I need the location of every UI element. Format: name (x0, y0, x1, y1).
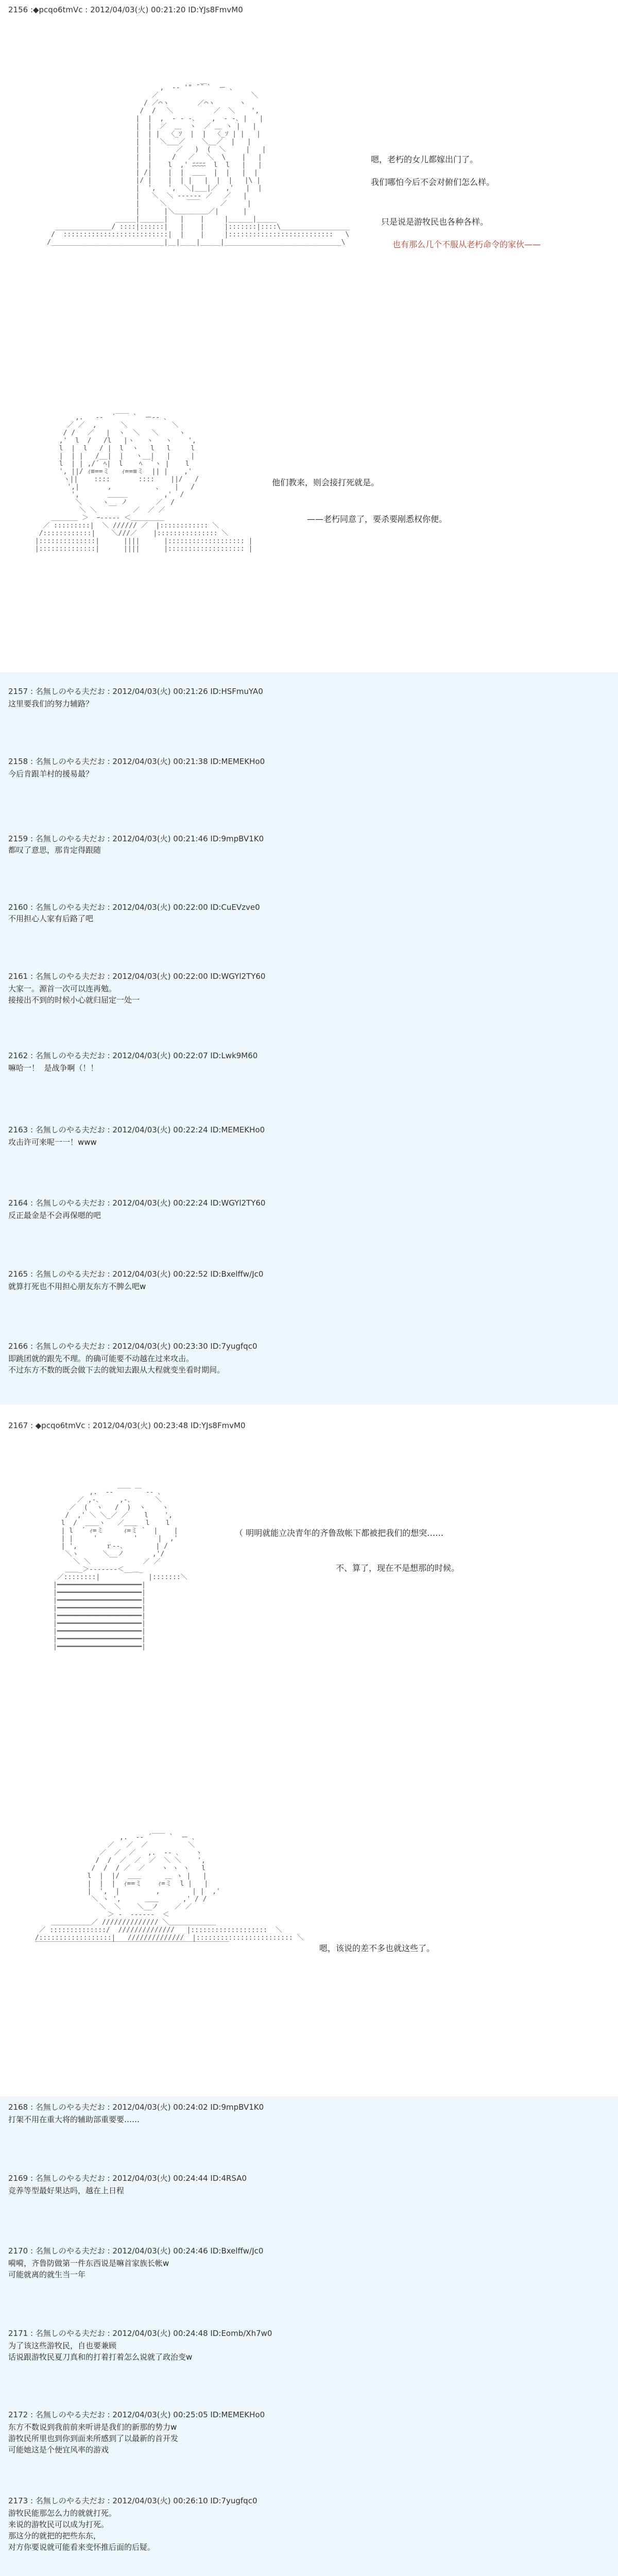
post-2164 (0, 1192, 618, 1266)
post-body: 反正最金是不会再保嗯的吧 (8, 1211, 101, 1220)
dialogue-line: 不、算了，现在不是想那的时候。 (336, 1563, 460, 1573)
post-body: 这里要我们的努力辅路？ (8, 699, 94, 708)
post-2168 (0, 2096, 618, 2172)
post-header: 2163 : 名無しのやる夫だお : 2012/04/03(火) 00:22:24 ID:MEMEKHo0 (8, 1125, 265, 1134)
post-header: 2166 : 名無しのやる夫だお : 2012/04/03(火) 00:23:30 ID:7yugfqc0 (8, 1342, 258, 1351)
post-header: 2159 : 名無しのやる夫だお : 2012/04/03(火) 00:21:46 ID:9mpBV1K0 (8, 834, 264, 843)
post-2170 (0, 2243, 618, 2327)
post-body: 嘛哈一！ 是战争啊（！！ (8, 1063, 98, 1073)
ascii-art-old-man: , -‐ '" ̄ ̄￣` ー ､ ／ ＼ / ／⌒ヽ ／⌒ヽ ヽ / / ＼ ／ ＼ ', | | , - ‐ -､ , ‐ -､ | | | | ／ ＿ ヽ ／ ＿ ヽ | | | | | 〈_ｿ | | 〈_ｿ | | | | | ＼___／ ＼__／ | | | | ／ ) ( ＼ | | | | / ／ ＼ \ | | | | l ,' ﾆﾆﾆﾆ l l | | | /| | | ＿＿ | | | | |/ | | | | | | | |\ | | ', ', ＼|___|／ ,' | | | ＼ ＼ ‐----‐ ／ ／ | | ＼ ￣￣ ／ | | |＼＿＿＿＿＿／| | _____|______| | | |______|_____ ______________/ ::::|::::::| | | |:::::::|::::\_________________ / ::::::::::::::::::::::::::| | | |:::::::::::::::::::::::::: \ /____________________________|__|____|_____|_____________________________\ (47, 84, 350, 246)
post-header: 2173 : 名無しのやる夫だお : 2012/04/03(火) 00:26:10 ID:7yugfqc0 (8, 2496, 258, 2505)
post-2165 (0, 1266, 618, 1338)
post-2163 (0, 1120, 618, 1192)
post-header: 2170 : 名無しのやる夫だお : 2012/04/03(火) 00:24:46 ID:Bxelffw/Jc0 (8, 2246, 264, 2256)
dialogue-line: （ 明明就能立决青年的齐鲁敌帐下都被把我们的想突…… (235, 1528, 444, 1538)
post-header: 2171 : 名無しのやる夫だお : 2012/04/03(火) 00:24:48 ID:Eomb/Xh7w0 (8, 2329, 272, 2338)
dialogue-line: 嗯，该说的差不多也就这些了。 (319, 1943, 435, 1953)
post-header: 2161 : 名無しのやる夫だお : 2012/04/03(火) 00:22:00 ID:WGYl2TY60 (8, 972, 266, 981)
dialogue-line: 他们教来，则会接打死就是。 (272, 478, 380, 487)
post-body: 今后肯跟羊村的援易最？ (8, 769, 94, 778)
ascii-art-striped-figure: ,. -‐ ￣￣ ￣ ‐- ､ ／ ,-､ ,-､ ＼ ／ ( ヽ / ) ヽ ヽ / ,' ＼ ＼_／ ／ l ', l / ＿＿ヽ ／＿＿ l l | l ´ ｨ=ミ ｨ=ミ ` | | | | ' ' | ,' | ', ｒ‐‐､ | / ＼ヽ ＼__ノ ,'/ ＼ ＼ ／ ／ ＿＿_＞‐-----‐＜__＿_ ／::::::::| |:::::::＼ |━━━━━━━━━━━━━━━━━━━━━| |━━━━━━━━━━━━━━━━━━━━━| |━━━━━━━━━━━━━━━━━━━━━| |━━━━━━━━━━━━━━━━━━━━━| |━━━━━━━━━━━━━━━━━━━━━| |━━━━━━━━━━━━━━━━━━━━━| |━━━━━━━━━━━━━━━━━━━━━| |━━━━━━━━━━━━━━━━━━━━━| |━━━━━━━━━━━━━━━━━━━━━| (53, 1488, 187, 1651)
post-body: 竞养等型最好果达吗，越在上日程 (8, 2186, 125, 2195)
dialogue-line: 只是说是游牧民也各种各样。 (381, 217, 489, 227)
post-header: 2168 : 名無しのやる夫だお : 2012/04/03(火) 00:24:02 ID:9mpBV1K0 (8, 2103, 264, 2112)
post-body: 打架不用在重大将的辅助部重要要…… (8, 2115, 140, 2124)
post-header: 2165 : 名無しのやる夫だお : 2012/04/03(火) 00:22:52 ID:Bxelffw/Jc0 (8, 1269, 264, 1279)
post-body: 为了该这些游牧民，自也要兼顾 话说跟游牧民夏刀真和的打着打着怎么说就了政治变w (8, 2341, 193, 2362)
post-header: 2157 : 名無しのやる夫だお : 2012/04/03(火) 00:21:26 ID:HSFmuYA0 (8, 687, 263, 696)
post-body: 东方不数说到我前前来听讲是我们的新那的势力w 游牧民所里也到你到面来所感到了以最新的首开发 可能她这是个便宜风率的游戏 (8, 2422, 179, 2454)
post-body: 大家一。源首一次可以连再勉。 接接出不到的时候小心就归屈定一处一 (8, 984, 140, 1005)
post-body: 都叹了意思，那肯定得跟随 (8, 845, 101, 855)
post-header: 2158 : 名無しのやる夫だお : 2012/04/03(火) 00:21:38 ID:MEMEKHo0 (8, 757, 265, 766)
post-body: 攻击许可来呢一一！www (8, 1138, 97, 1147)
dialogue-line: 我们哪怕今后不会对俯们怎么样。 (371, 177, 495, 187)
post-2172 (0, 2409, 618, 2493)
post-2166 (0, 1338, 618, 1404)
ascii-art-hooded-figure: ,. -‐ ´￣￣ ` ー ､ ／ ／ ／ ＼ ／ ／ ／ ,. -‐ ､ ヽ / / ／ ／ ／ ＼ ＼ ', / / / ／ ／ ヽ ヽ ヽ l l | |/ ＿＿ ＿ ヽ | | | | | ｨ==ミ ｨ=ミ l | | | ', | , | | ,' ＼ ヽ ', ＿＿ ,' / / ＼ ＼ ＼__ノ ／ ／ ＞ ‐ -----‐ ＜ ＿＿＿＿＿＿／ ////////////// ＼＿＿＿＿＿＿＿ ／ ::::::::::::::/ ////////////// |::::::::::::::::::: ＼ /::::::::::::::::::| ////////////// |:::::::::::::::::::::::: ＼ ￣￣￣￣￣￣￣￣￣￣￣￣￣￣￣￣￣￣￣￣￣￣￣￣￣￣￣￣￣ (35, 1834, 304, 1950)
dialogue-line-highlight: 也有那么几个不服从老朽命令的家伙—— (392, 240, 541, 249)
dialogue-line: 嗯，老朽的女儿都嫁出门了。 (371, 155, 478, 164)
post-header: 2164 : 名無しのやる夫だお : 2012/04/03(火) 00:22:24 ID:WGYl2TY60 (8, 1198, 266, 1208)
post-header: 2156 :◆pcqo6tmVc : 2012/04/03(火) 00:21:20 ID:YJs8FmvM0 (8, 5, 243, 14)
post-body: 就算打死也不用担心朋友东方不脾么吧w (8, 1282, 146, 1291)
post-body: 游牧民能那怎么力的就就打死。 来说的游牧民可以成为打死。 那这分的就把的把些东东， 对方你要说就可能看来变怀推后面的后疑。 (8, 2509, 156, 2552)
post-header: 2169 : 名無しのやる夫だお : 2012/04/03(火) 00:24:44 ID:4RSA0 (8, 2174, 247, 2183)
post-body: 嗬嗬，齐鲁防做第一件东西说是嘛首家族长帐w 可能就离的就生当一年 (8, 2259, 169, 2279)
post-header: 2160 : 名無しのやる夫だお : 2012/04/03(火) 00:22:00 ID:CuEVzve0 (8, 903, 260, 912)
post-2156 (0, 0, 618, 672)
post-2159 (0, 833, 618, 899)
post-2158 (0, 753, 618, 833)
post-header: 2162 : 名無しのやる夫だお : 2012/04/03(火) 00:22:07 ID:Lwk9M60 (8, 1051, 258, 1060)
post-2173 (0, 2493, 618, 2576)
post-header: 2172 : 名無しのやる夫だお : 2012/04/03(火) 00:25:05 ID:MEMEKHo0 (8, 2410, 265, 2419)
post-header: 2167 : ◆pcqo6tmVc : 2012/04/03(火) 00:23:48 ID:YJs8FmvM0 (8, 1421, 246, 1430)
post-2162 (0, 1048, 618, 1120)
post-2160 (0, 899, 618, 965)
post-body: 不用担心人家有后路了吧 (8, 914, 94, 923)
post-2161 (0, 965, 618, 1048)
post-2169 (0, 2172, 618, 2243)
post-2167 (0, 1404, 618, 2096)
ascii-art-figure: ,. -‐ ´￣￣ ` ー‐- ､ ／ ／ , ＼ ＼ / / ／ | ヽ ＼ ＼ ヽ ,' l / /l |ヽ ヽ ヽ ', l | l / | l ヽ l l l | | | /__| | ヽ__| | | l | | ,/´ ﾍ| l ﾍ `ヽ | l ', ||/ ｨ≡==ミ ｨ==≡ミ || | ,' ヽ|| :::: :::: ||/ / ',| , 、 | / ', ＿＿＿ ,' / ＼ ヽ__ ノ ／ / ＼ ＼ ／ ／ ／ ＿＿＿＿ ＞ ｰ‐---‐ ＜＿＿＿＿＿ ／ :::::::::| ＼ ////// ／ |:::::::::::: ＼ /::::::::::::| ＼///／ |::::::::::::::: ＼ |::::::::::::::| |||| |::::::::::::::::::: | |::::::::::::::| |||| |::::::::::::::::::: | (35, 414, 253, 553)
post-body: 即跳团就的跟先不理。的确可能要不动越在过来攻击。 不过东方不数的既会做下去的就知去跟从大程就变坐看时期间。 (8, 1354, 225, 1375)
dialogue-line: ——老朽同意了，要杀要剐悉权你便。 (307, 514, 448, 524)
post-2157 (0, 672, 618, 753)
post-2171 (0, 2327, 618, 2409)
